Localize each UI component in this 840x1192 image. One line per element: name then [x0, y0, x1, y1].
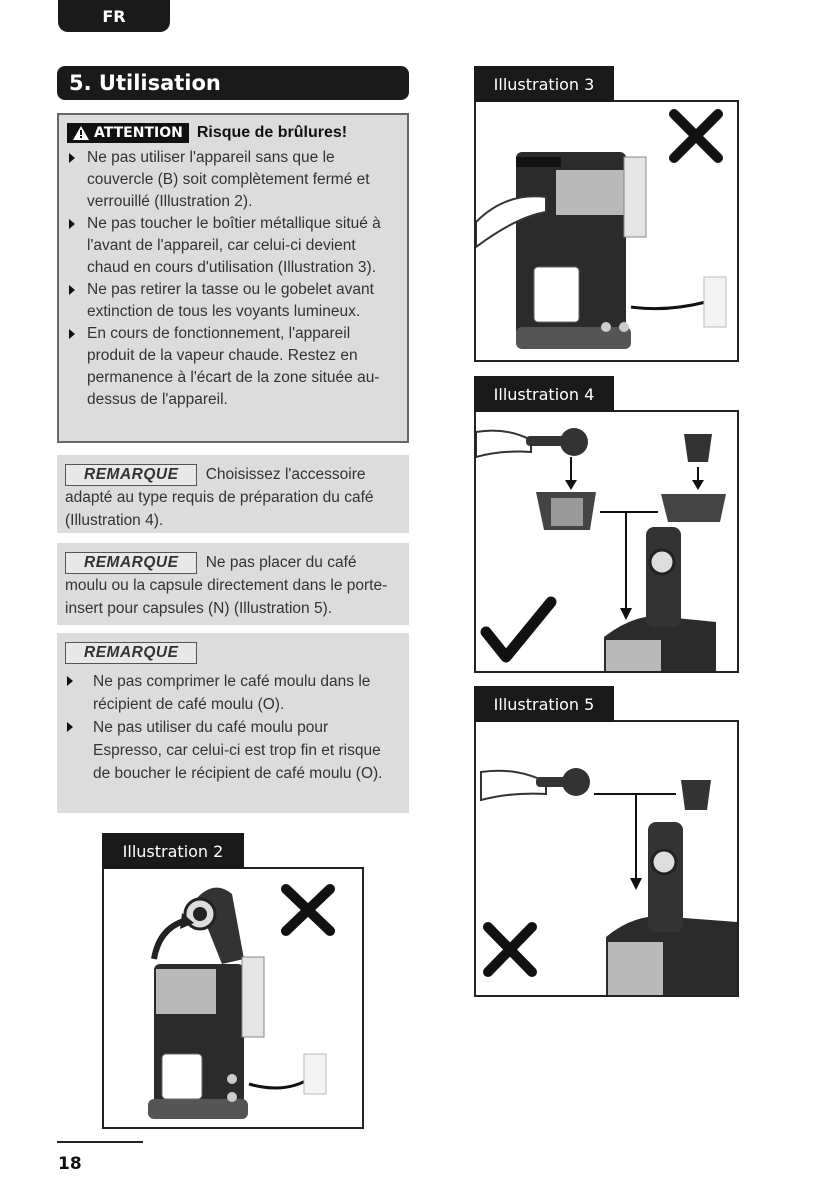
bullet-icon	[67, 722, 73, 732]
language-tab: FR	[58, 0, 170, 32]
warning-box	[57, 113, 409, 443]
list-item	[65, 716, 401, 785]
note-box-1	[57, 455, 409, 533]
bullet-icon	[69, 219, 75, 229]
note-box-3	[57, 633, 409, 813]
warning-item-text: Ne pas toucher le boîtier métallique situé à l'avant de l'appareil, car celui-ci devient chaud en cours d'utilisation (Illustration 3).	[87, 215, 381, 276]
footer-rule	[57, 1141, 143, 1143]
note-box-2	[57, 543, 409, 625]
note-label: REMARQUE	[65, 642, 197, 664]
warning-header	[67, 123, 397, 143]
bullet-icon	[67, 676, 73, 686]
section-title: 5. Utilisation	[57, 66, 409, 100]
bullet-icon	[69, 285, 75, 295]
bullet-icon	[69, 153, 75, 163]
attention-label: ATTENTION	[94, 125, 183, 141]
illustration-2-label: Illustration 2	[102, 833, 244, 869]
illustration-3-label: Illustration 3	[474, 66, 614, 102]
list-item	[67, 147, 397, 213]
incorrect-placement-illustration	[476, 722, 737, 995]
warning-list	[67, 147, 397, 411]
bullet-icon	[69, 329, 75, 339]
x-mark-icon	[488, 927, 532, 972]
list-item	[65, 670, 401, 716]
note-list	[65, 670, 401, 785]
illustration-4-frame	[474, 410, 739, 673]
illustration-3-frame	[474, 100, 739, 362]
list-item	[67, 279, 397, 323]
note-item-text: Ne pas utiliser du café moulu pour Espresso, car celui-ci est trop fin et risque de boucher le récipient de café moulu (O).	[93, 719, 383, 782]
illustration-4-label: Illustration 4	[474, 376, 614, 412]
list-item	[67, 213, 397, 279]
checkmark-icon	[486, 602, 551, 657]
correct-accessory-illustration	[476, 412, 737, 671]
note-label: REMARQUE	[65, 464, 197, 486]
coffee-maker-hot-casing-illustration	[476, 102, 737, 360]
illustration-5-frame	[474, 720, 739, 997]
coffee-maker-open-lid-illustration	[104, 869, 362, 1127]
note-text: Choisissez l'accessoire adapté au type requis de préparation du café (Illustration 4).	[65, 466, 374, 529]
note-text: Ne pas placer du café moulu ou la capsule directement dans le porte-insert pour capsules (N) (Illustration 5).	[65, 554, 388, 617]
page-number: 18	[58, 1154, 82, 1174]
illustration-5-label: Illustration 5	[474, 686, 614, 722]
illustration-2-frame	[102, 867, 364, 1129]
warning-item-text: Ne pas retirer la tasse ou le gobelet avant extinction de tous les voyants lumineux.	[87, 281, 374, 320]
warning-triangle-icon	[73, 126, 89, 140]
warning-item-text: Ne pas utiliser l'appareil sans que le couvercle (B) soit complètement fermé et verrouillé (Illustration 2).	[87, 149, 370, 210]
attention-badge	[67, 123, 189, 143]
note-label: REMARQUE	[65, 552, 197, 574]
x-mark-icon	[674, 114, 718, 158]
warning-item-text: En cours de fonctionnement, l'appareil produit de la vapeur chaude. Restez en permanence à l'écart de la zone située au-dessus de l'appareil.	[87, 325, 380, 408]
list-item	[67, 323, 397, 411]
warning-subtitle: Risque de brûlures!	[196, 124, 348, 141]
note-item-text: Ne pas comprimer le café moulu dans le récipient de café moulu (O).	[93, 673, 371, 713]
x-mark-icon	[286, 889, 330, 931]
